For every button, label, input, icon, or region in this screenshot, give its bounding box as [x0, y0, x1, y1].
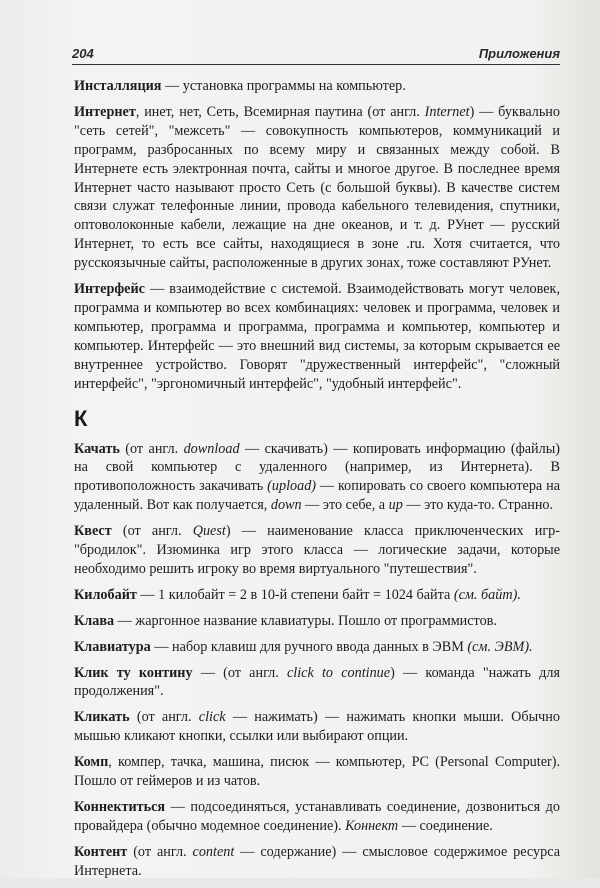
glossary-body [74, 77, 560, 888]
entry-text: ) — команда "нажать для продолжения". [74, 664, 560, 700]
entry-italic: Internet [424, 103, 470, 120]
entry-term: Качать [74, 440, 120, 457]
entry-italic: (см. ЭВМ). [467, 638, 533, 655]
entry-term: Комп [74, 754, 109, 771]
entry-text: — набор клавиш для ручного ввода данных в ЭВМ [150, 638, 468, 655]
entry-text: — 1 килобайт = 2 в 10-й степени байт = 1024 байта [136, 586, 454, 603]
entry-italic: download [183, 440, 240, 457]
glossary-entry [74, 843, 560, 881]
entry-italic: down [270, 497, 302, 514]
entry-text: — взаимодействие с системой. Взаимодействовать могут человек, программа и компьютер во всех комбинациях: человек и программа, человек и компьютер, программа и программа, программа и компьютер, компьютер и компьютер. Интерфейс — это внешний вид системы, за которым скрывается ее внутреннее устройство. Говорят "дружественный интерфейс", "сложный интерфейс", "эргономичный интерфейс", "удобный интерфейс". [74, 281, 560, 392]
entry-text: ) — наименование класса приключенческих игр-"бродилок". Изюминка игр этого класса — логические задачи, которые необходимо решить игроку во время виртуального "путешествия". [74, 523, 560, 577]
entry-text: , инет, нет, Сеть, Всемирная паутина (от англ. [135, 103, 425, 120]
glossary-entry [74, 280, 560, 393]
page-number: 204 [72, 46, 94, 61]
entry-italic: Коннект [345, 817, 399, 834]
running-header [72, 44, 560, 64]
glossary-entry [74, 638, 560, 657]
entry-italic: (см. байт). [453, 586, 521, 603]
entry-text: (от англ. [119, 440, 184, 457]
entry-italic: click [198, 709, 226, 726]
entry-text: — это себе, а [301, 497, 389, 514]
entry-text: — установка программы на компьютер. [161, 78, 406, 94]
entry-term: Клавиатура [74, 638, 151, 655]
entry-term: Клик ту контину [74, 664, 193, 681]
section-title: Приложения [478, 46, 560, 61]
entry-italic: Quest [192, 523, 226, 540]
entry-text: — нажимать) — нажимать кнопки мыши. Обычно мышью кликают кнопки, ссылки или выбирают опции. [74, 709, 560, 745]
entry-text: — содержание) — смысловое содержимое ресурса Интернета. [74, 843, 560, 879]
entry-term: Коннектиться [74, 799, 166, 815]
entries-i [74, 77, 560, 394]
entry-text: — это куда-то. Странно. [402, 497, 554, 514]
entry-italic: click to continue [287, 664, 391, 681]
entry-term: Килобайт [74, 586, 137, 603]
entry-text: (от англ. [111, 523, 193, 540]
entry-text: — жаргонное название клавиатуры. Пошло от программистов. [114, 612, 497, 629]
entry-italic: (upload) [267, 478, 317, 495]
entry-term: Клава [74, 612, 115, 629]
entry-term: Квест [74, 523, 112, 540]
entry-text: — соединение. [398, 817, 493, 834]
entry-text: — скачивать) — копировать информацию (файлы) на свой компьютер с удаленного (например, из Интернета). В противоположность закачивать [74, 440, 560, 495]
glossary-entry [74, 522, 560, 579]
glossary-entry [74, 612, 560, 631]
entry-text: — (от англ. [192, 664, 287, 681]
glossary-entry [74, 753, 560, 791]
glossary-entry [74, 77, 560, 96]
entry-term: Интернет [74, 103, 136, 120]
entry-term: Интерфейс [74, 281, 145, 298]
entry-text: (от англ. [127, 843, 193, 860]
section-letter: К [74, 405, 88, 431]
glossary-entry [74, 708, 560, 746]
glossary-entry [74, 586, 560, 605]
entry-text: — копировать со своего компьютера на удаленный. Вот как получается, [74, 478, 560, 514]
entries-k [74, 440, 560, 881]
entry-text: , компер, тачка, машина, писюк — компьютер, PC (Personal Computer). Пошло от геймеров и из чатов. [74, 754, 560, 790]
glossary-entry [74, 798, 560, 836]
entry-text: (от англ. [129, 709, 199, 726]
glossary-entry [74, 103, 560, 273]
header-rule [72, 64, 560, 65]
entry-text: ) — буквально "сеть сетей", "межсеть" — совокупность компьютеров, коммуникаций и программ, разбросанных по всему миру и связанных между собой. В Интернете есть электронная почта, сайты и многое другое. В последнее время Интернет часто называют просто Сеть (с большой буквы). В качестве систем связи служат телефонные линии, провода кабельного телевидения, спутники, оптоволоконные кабели, лежащие на дне океанов, и т. д. РУнет — русский Интернет, то есть все сайты, находящиеся в зоне .ru. Хотя считается, что русскоязычные сайты, расположенные в других зонах, тоже составляют РУнет. [74, 103, 560, 272]
glossary-entry [74, 664, 560, 702]
entry-term: Инсталляция [74, 78, 162, 94]
glossary-entry [74, 440, 560, 516]
entry-term: Кликать [74, 709, 130, 726]
entry-text: — подсоединяться, устанавливать соединение, дозвониться до провайдера (обычно модемное соединение). [74, 799, 560, 834]
entry-term: Контент [74, 843, 128, 860]
entry-italic: content [192, 843, 235, 860]
entry-italic: up [388, 497, 403, 514]
